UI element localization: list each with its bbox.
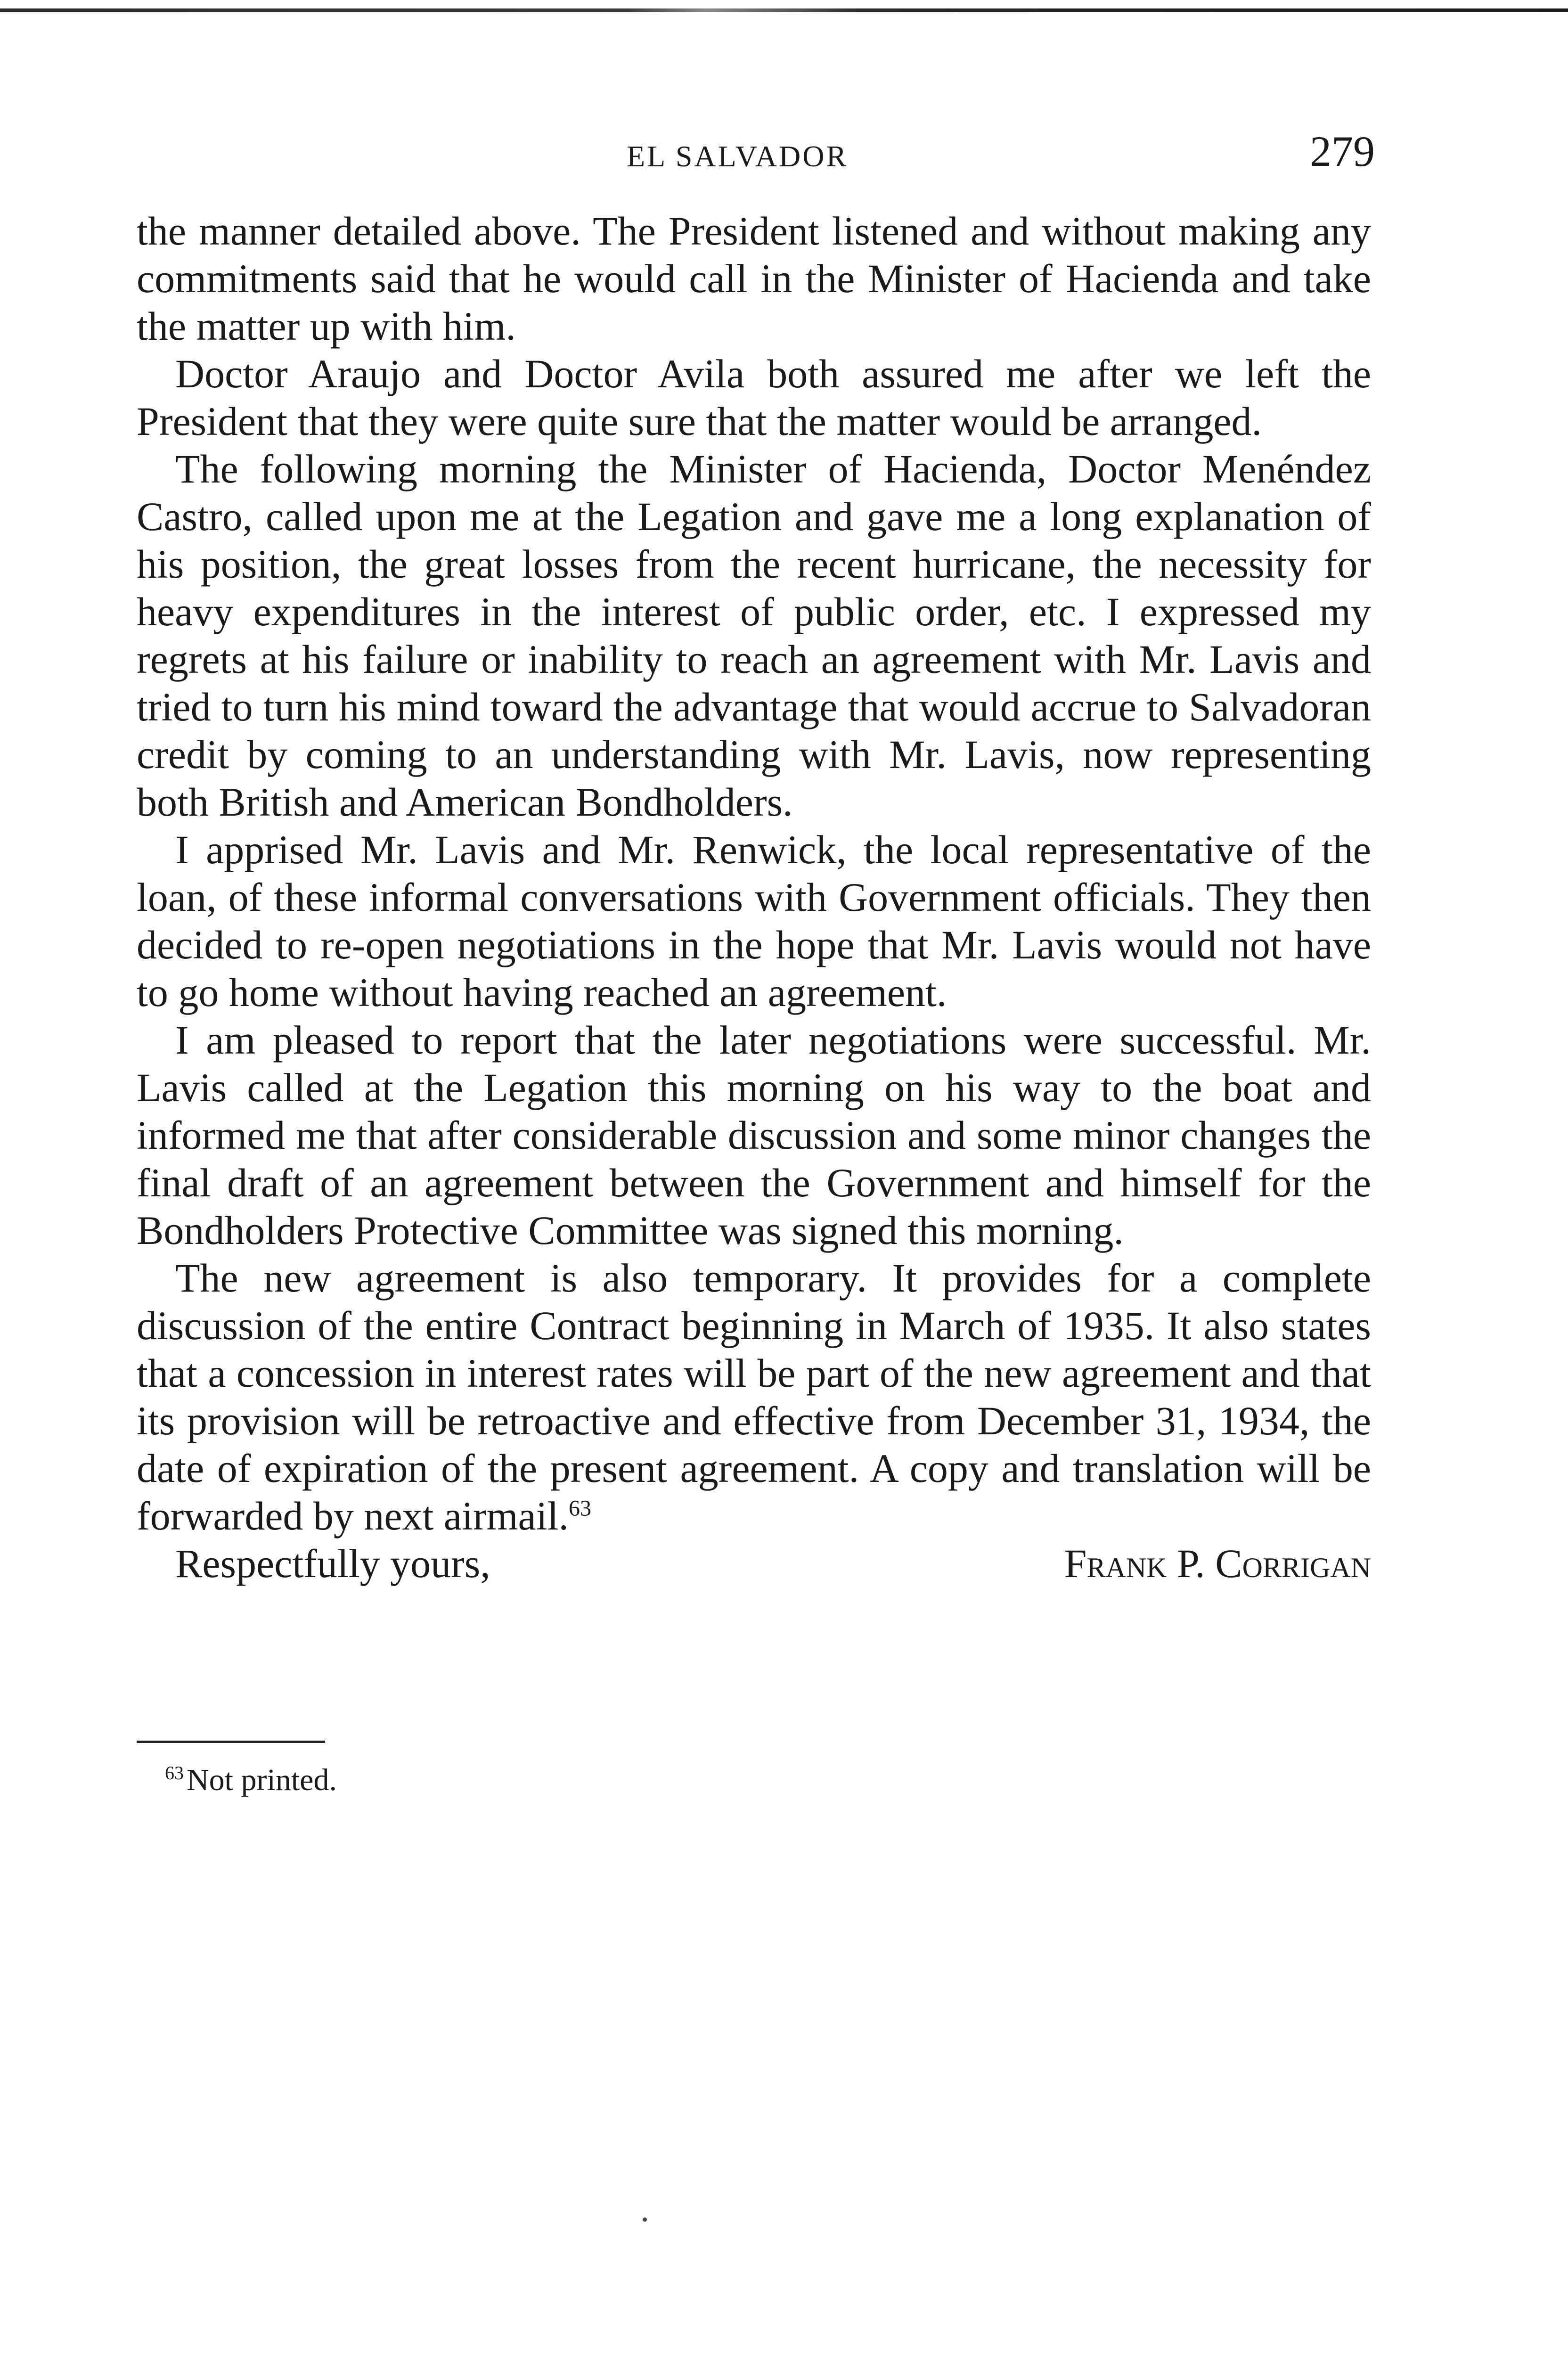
footnote-text: Not printed. bbox=[187, 1763, 337, 1797]
running-head: EL SALVADOR bbox=[627, 139, 849, 173]
signoff-line bbox=[137, 1540, 1371, 1587]
paragraph: The following morning the Minister of Hacienda, Doctor Menéndez Castro, called upon me at the Legation and gave me a long explanation of his position, the great losses from the recent hurricane, the necessity for heavy expenditures in the interest of public order, etc. I expressed my regrets at his failure or inability to reach an agreement with Mr. Lavis and tried to turn his mind toward the advantage that would accrue to Salvadoran credit by coming to an understanding with Mr. Lavis, now representing both British and American Bondholders. bbox=[137, 446, 1371, 825]
stray-mark bbox=[643, 2217, 647, 2222]
paragraph-continuation: the manner detailed above. The President listened and without making any commitments said that he would call in the Minister of Hacienda and take the matter up with him. bbox=[137, 208, 1371, 349]
paragraph: I apprised Mr. Lavis and Mr. Renwick, the local representative of the loan, of these informal conversations with Government officials. They then decided to re-open negotiations in the hope that Mr. Lavis would not have to go home without having reached an agreement. bbox=[137, 827, 1371, 1015]
paragraph-text: The new agreement is also temporary. It provides for a complete discussion of the entire Contract beginning in March of 1935. It also states that a concession in interest rates will be part of the new agreement and that its provision will be retroactive and effective from December 31, 1934, the date of expiration of the present agreement. A copy and translation will be forwarded by next airmail. bbox=[137, 1255, 1371, 1538]
signature: Frank P. Corrigan bbox=[1064, 1541, 1371, 1586]
page-number: 279 bbox=[1310, 127, 1375, 175]
footnote bbox=[165, 1762, 337, 1798]
footnote-rule bbox=[137, 1741, 325, 1743]
paragraph: Doctor Araujo and Doctor Avila both assured me after we left the President that they were quite sure that the matter would be arranged. bbox=[137, 351, 1371, 444]
top-border-rule bbox=[0, 8, 1568, 12]
footnote-mark: 63 bbox=[165, 1762, 184, 1783]
closing: Respectfully yours, bbox=[175, 1541, 490, 1586]
paragraph: I am pleased to report that the later negotiations were successful. Mr. Lavis called at the Legation this morning on his way to the boat and informed me that after considerable discussion and some minor changes the final draft of an agreement between the Government and himself for the Bondholders Protective Committee was signed this morning. bbox=[137, 1017, 1371, 1253]
footnote-reference: 63 bbox=[568, 1496, 591, 1521]
paragraph-last bbox=[137, 1254, 1371, 1540]
body-text bbox=[137, 207, 1371, 1587]
